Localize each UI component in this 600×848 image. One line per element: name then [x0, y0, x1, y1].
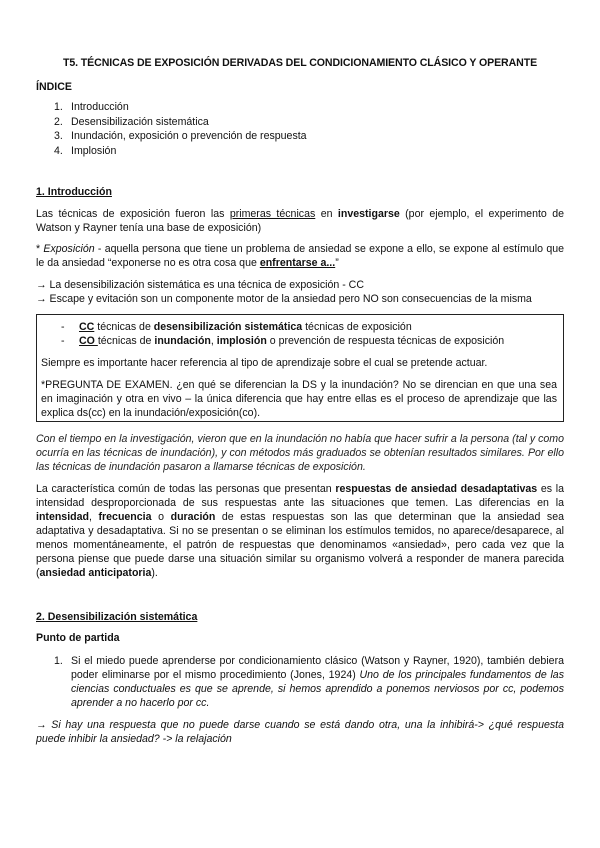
toc-item: [54, 144, 307, 159]
box-item-cc: - CC técnicas de desensibilización sistemática técnicas de exposición: [61, 321, 412, 333]
table-of-contents: [54, 100, 307, 158]
anxiety-paragraph: La característica común de todas las personas que presentan respuestas de ansiedad desadaptativas es la intensidad desproporcionada de sus respuestas ante las situaciones que temen. Las diferencias en la intensidad, frecuencia o duración de estas respuestas son las que determinan que la ansiedad sea adaptativa y desadaptativa. Si no se presentan o se eliminan los estímulos temidos, no aparece/desaparece, al menos momentáneamente, el patrón de respuestas que denominamos «ansiedad», pero cada vez que la persona piense que puede darse una situación similar su organismo volverá a responder de manera parecida (ansiedad anticipatoria).: [36, 483, 565, 579]
toc-item-label: Inundación, exposición o prevención de respuesta: [71, 130, 307, 142]
toc-item-number: 3.: [54, 130, 63, 142]
toc-item-number: 1.: [54, 101, 63, 113]
toc-item: [54, 115, 307, 130]
toc-item: [54, 129, 307, 144]
arrow-note-ds: → La desensibilización sistemática es una técnica de exposición - CC: [36, 279, 364, 291]
document-title: T5. TÉCNICAS DE EXPOSICIÓN DERIVADAS DEL CONDICIONAMIENTO CLÁSICO Y OPERANTE: [62, 57, 538, 69]
subheading-punto-de-partida: Punto de partida: [36, 632, 120, 644]
toc-item: [54, 100, 307, 115]
toc-item-label: Implosión: [71, 144, 117, 157]
list-item-text: Si el miedo puede aprenderse por condicionamiento clásico (Watson y Rayner, 1920), también debiera poder eliminarse por el mismo procedimiento (Jones, 1924) Uno de los principales fundamentos de las ciencias conductuales es que se aprende, si hemos aprendido a ponemos nerviosos por cc, podemos aprender a no hacerlo por cc.: [71, 655, 565, 709]
index-heading: ÍNDICE: [36, 81, 72, 93]
toc-item-label: Introducción: [71, 101, 129, 113]
section-heading-desensibilizacion: 2. Desensibilización sistemática: [36, 611, 198, 623]
arrow-note-escape: → Escape y evitación son un componente motor de la ansiedad pero NO son consecuencias de la misma: [36, 293, 532, 305]
box-item-co: - CO técnicas de inundación, implosión o prevención de respuesta técnicas de exposición: [61, 335, 505, 347]
intro-paragraph-1: Las técnicas de exposición fueron las primeras técnicas en investigarse (por ejemplo, el experimento de Watson y Rayner tenía una base de exposición): [36, 208, 564, 234]
exam-question: *PREGUNTA DE EXAMEN. ¿en qué se diferencian la DS y la inundación? No se direncian en que una sea en imaginación y otra en vivo – la única diferencia que hay entre ellas es el proceso de aprendizaje que las explica ds(cc) en la inundación/exposición(co).: [41, 379, 557, 419]
list-item-number: 1.: [54, 655, 63, 667]
box-note: Siempre es importante hacer referencia al tipo de aprendizaje sobre el cual se pretende actuar.: [41, 357, 488, 369]
toc-item-number: 4.: [54, 144, 63, 157]
exposure-definition: * Exposición - aquella persona que tiene un problema de ansiedad se expone a ello, se expone al estímulo que le da ansiedad “exponerse no es otra cosa que enfrentarse a...”: [36, 243, 564, 269]
section-heading-introduccion: 1. Introducción: [36, 186, 112, 198]
arrow-note-relajacion: → Si hay una respuesta que no puede darse cuando se está dando otra, una la inhibirá-> ¿qué respuesta puede inhibir la ansiedad? -> la relajación: [36, 719, 564, 745]
italic-history-note: Con el tiempo en la investigación, vieron que en la inundación no había que hacer sufrir a la persona (tal y como ocurría en las técnicas de inundación), y con métodos más graduados se obtenían resultados similares. Por ello las técnicas de inundación pasaron a llamarse técnicas de exposición.: [36, 433, 564, 473]
list-item: [54, 654, 564, 710]
toc-item-label: Desensibilización sistemática: [71, 115, 209, 128]
toc-item-number: 2.: [54, 115, 63, 128]
summary-box: [36, 314, 564, 422]
